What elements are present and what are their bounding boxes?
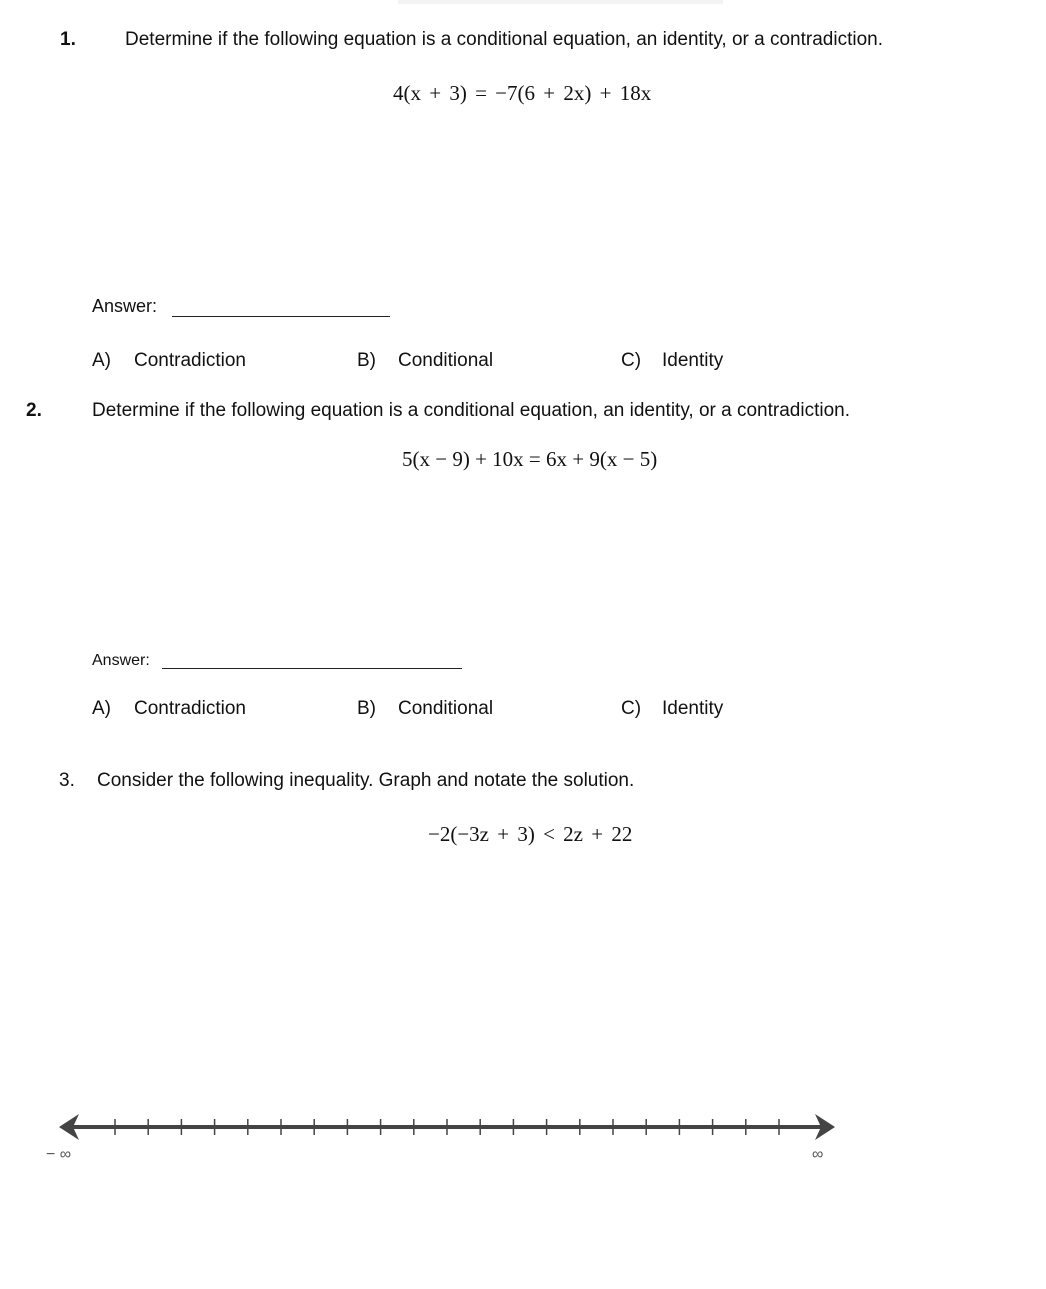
choice-b-letter: B) <box>357 698 376 719</box>
choice-c-letter: C) <box>621 698 642 719</box>
choice-c-label[interactable]: Identity <box>662 350 724 371</box>
choice-b-label[interactable]: Conditional <box>398 698 494 719</box>
positive-infinity-label: ∞ <box>812 1146 824 1163</box>
equation: 5(x − 9) + 10x = 6x + 9(x − 5) <box>402 447 658 471</box>
choice-b-label[interactable]: Conditional <box>398 350 494 371</box>
negative-infinity-label: − ∞ <box>46 1146 72 1163</box>
choice-c-letter: C) <box>621 350 642 371</box>
choice-a-label[interactable]: Contradiction <box>134 350 246 371</box>
choice-a-letter: A) <box>92 350 111 371</box>
question-number: 3. <box>59 770 75 791</box>
choice-c-label[interactable]: Identity <box>662 698 724 719</box>
answer-label: Answer: <box>92 652 150 669</box>
question-prompt: Determine if the following equation is a conditional equation, an identity, or a contradiction. <box>125 29 883 50</box>
scan-artifact <box>398 0 723 4</box>
equation: 4(x + 3) = −7(6 + 2x) + 18x <box>393 81 652 105</box>
question-number: 1. <box>60 29 76 50</box>
question-prompt: Consider the following inequality. Graph and notate the solution. <box>97 770 635 791</box>
choice-b-letter: B) <box>357 350 376 371</box>
answer-blank[interactable] <box>162 668 462 669</box>
answer-label: Answer: <box>92 296 158 316</box>
answer-blank[interactable] <box>172 316 390 317</box>
choice-a-letter: A) <box>92 698 111 719</box>
choice-a-label[interactable]: Contradiction <box>134 698 246 719</box>
number-line[interactable] <box>55 1110 845 1150</box>
inequality: −2(−3z + 3) < 2z + 22 <box>428 822 633 846</box>
question-prompt: Determine if the following equation is a conditional equation, an identity, or a contradiction. <box>92 400 850 421</box>
number-line-graphic <box>55 1110 845 1150</box>
question-number: 2. <box>26 400 42 421</box>
